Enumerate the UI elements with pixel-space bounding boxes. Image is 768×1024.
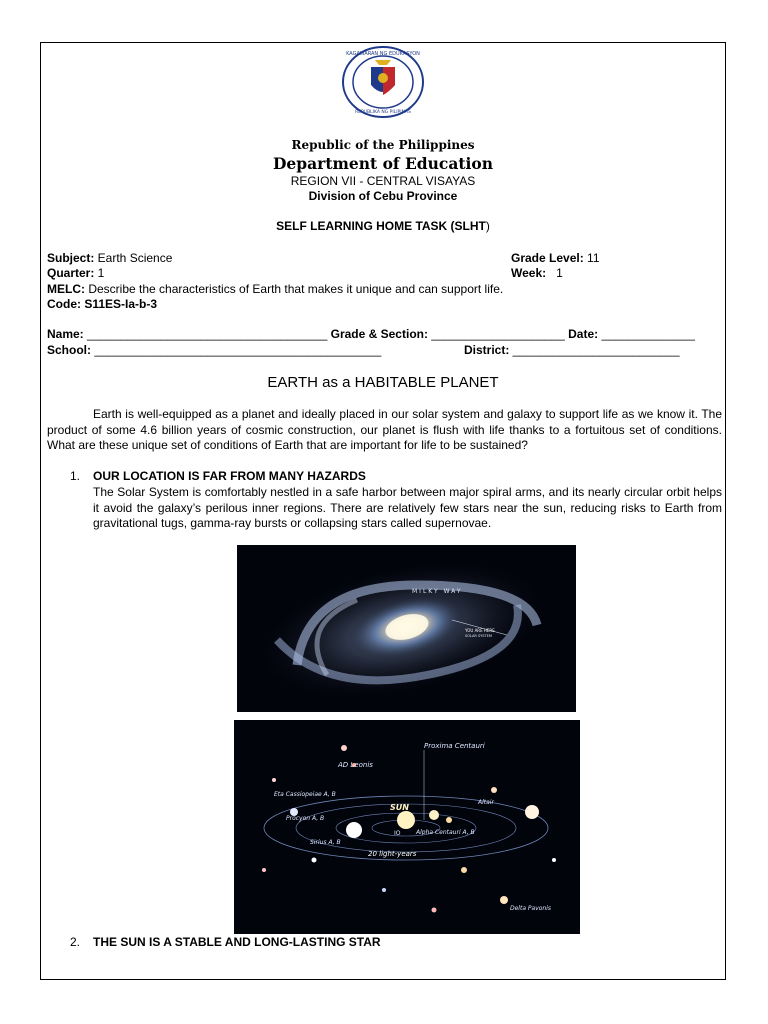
grade-level-value: 11 xyxy=(583,251,600,265)
school-label: School: xyxy=(47,343,91,357)
item2-number: 2. xyxy=(70,935,81,949)
intro-paragraph: Earth is well-equipped as a planet and ideally placed in our solar system and galaxy to support life as we know it. The product of some 4.6 billion years of cosmic construction, our planet is flush with life thanks to a fortuitous set of conditions. What are these unique set of conditions of Earth that are important for life to be sustained? xyxy=(47,407,722,452)
label-proxima: Proxima Centauri xyxy=(424,742,485,750)
school-field[interactable]: ___________________________________________ xyxy=(91,343,382,357)
quarter-row xyxy=(47,266,104,281)
seal-text-bottom: REPUBLIKA NG PILIPINAS xyxy=(355,110,411,115)
label-eta-cassiopeiae: Eta Cassiopeiae A, B xyxy=(274,791,336,798)
code-row: Code: S11ES-Ia-b-3 xyxy=(47,297,158,311)
subject-label: Subject: xyxy=(47,251,95,265)
district-row xyxy=(464,343,680,358)
region-line: REGION VII - CENTRAL VISAYAS xyxy=(290,174,476,188)
label-delta-pavonis: Delta Pavonis xyxy=(510,905,552,912)
item1-body: The Solar System is comfortably nestled in a safe harbor between major spiral arms, and its nearly circular orbit helps it avoid the galaxy’s perilous inner regions. There are relatively few stars near the sun, reducing risks to Earth from gravitational tugs, gamma-ray bursts or collapsing stars called supernovae. xyxy=(93,485,722,530)
item1-number: 1. xyxy=(70,469,81,483)
task-title-close: ) xyxy=(485,219,490,233)
week-value: 1 xyxy=(546,266,563,280)
date-label: Date: xyxy=(564,327,599,341)
name-label: Name: xyxy=(47,327,84,341)
week-row xyxy=(511,266,563,281)
label-altair: Altair xyxy=(478,799,494,806)
task-title xyxy=(40,219,726,233)
name-grade-date-row xyxy=(47,327,695,342)
district-label: District: xyxy=(464,343,510,357)
melc-label: MELC: xyxy=(47,282,85,296)
task-title-text: SELF LEARNING HOME TASK (SLHT xyxy=(276,219,486,233)
division-line: Division of Cebu Province xyxy=(308,189,458,203)
district-field[interactable]: _________________________ xyxy=(509,343,680,357)
label-sun: SUN xyxy=(390,803,409,812)
melc-row xyxy=(47,282,503,297)
week-label: Week: xyxy=(511,266,547,280)
milky-way-image xyxy=(237,545,576,712)
quarter-value: 1 xyxy=(94,266,105,280)
subject-value: Earth Science xyxy=(94,251,173,265)
milky-way-label: MILKY WAY xyxy=(412,588,463,595)
seal-text-top: KAGAWARAN NG EDUKASYON xyxy=(346,51,420,57)
label-ad-leonis: AD Leonis xyxy=(338,761,373,769)
melc-value: Describe the characteristics of Earth that makes it unique and can support life. xyxy=(85,282,504,296)
label-light-years: 20 light-years xyxy=(368,850,417,858)
you-are-here-label: YOU ARE HERE xyxy=(465,628,495,633)
label-alpha-centauri: Alpha Centauri A, B xyxy=(416,829,475,836)
label-sirius: Sirius A, B xyxy=(310,839,341,846)
republic-line: Republic of the Philippines xyxy=(291,138,475,152)
department-line: Department of Education xyxy=(272,154,494,173)
grade-section-field[interactable]: ____________________ xyxy=(427,327,565,341)
date-field[interactable]: ______________ xyxy=(598,327,695,341)
solar-system-label: SOLAR SYSTEM xyxy=(465,634,492,638)
deped-seal-logo xyxy=(341,45,425,119)
grade-level-label: Grade Level: xyxy=(511,251,584,265)
nearby-stars-image xyxy=(234,720,580,934)
quarter-label: Quarter: xyxy=(47,266,95,280)
grade-section-label: Grade & Section: xyxy=(327,327,428,341)
label-io: IO xyxy=(394,830,401,837)
item1-heading: OUR LOCATION IS FAR FROM MANY HAZARDS xyxy=(93,469,366,483)
label-procyon: Procyon A, B xyxy=(286,815,325,822)
name-field[interactable]: ____________________________________ xyxy=(83,327,328,341)
subject-row xyxy=(47,251,172,266)
grade-level-row xyxy=(511,251,600,266)
lesson-title: EARTH as a HABITABLE PLANET xyxy=(267,374,499,391)
school-row xyxy=(47,343,381,358)
item2-heading: THE SUN IS A STABLE AND LONG-LASTING STAR xyxy=(93,935,381,949)
